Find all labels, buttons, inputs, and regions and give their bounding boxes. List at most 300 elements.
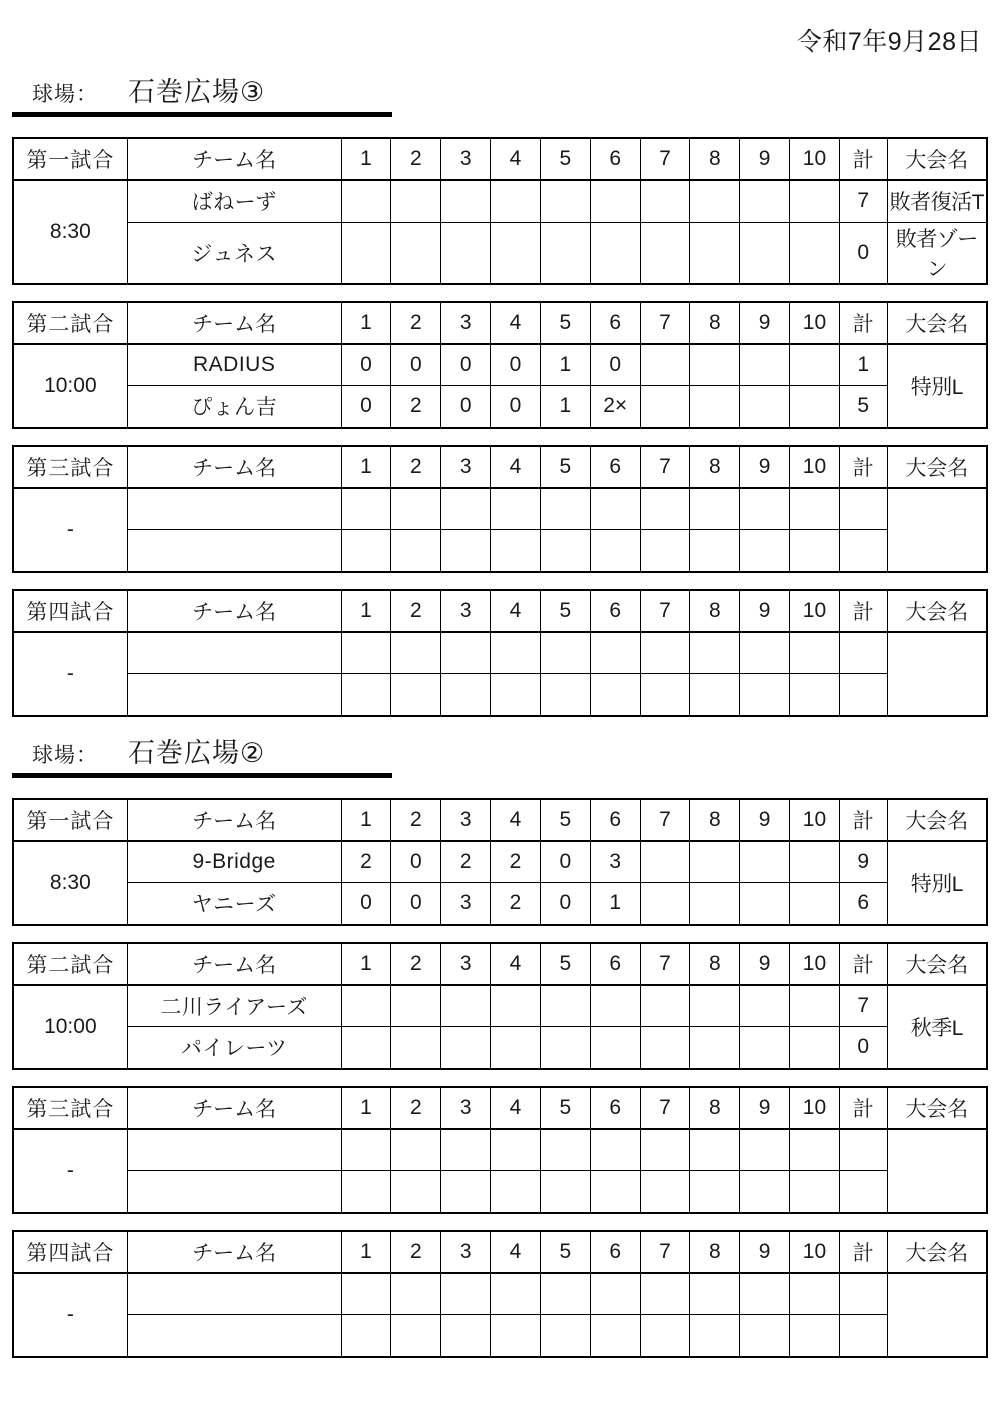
inning-score bbox=[640, 1129, 690, 1171]
inning-score bbox=[391, 632, 441, 674]
inning-score bbox=[640, 488, 690, 530]
league-name: 秋季L bbox=[887, 985, 987, 1069]
total-score bbox=[839, 1171, 887, 1213]
team-name bbox=[127, 1273, 341, 1315]
game-number: 第一試合 bbox=[13, 138, 127, 180]
inning-score bbox=[640, 1315, 690, 1357]
game-number: 第四試合 bbox=[13, 1231, 127, 1273]
table-row bbox=[13, 883, 987, 925]
inning-score bbox=[740, 530, 790, 572]
inning-score bbox=[790, 1027, 840, 1069]
table-row bbox=[13, 386, 987, 428]
inning-header-5: 5 bbox=[540, 590, 590, 632]
inning-score bbox=[540, 632, 590, 674]
inning-score: 0 bbox=[491, 344, 541, 386]
inning-score bbox=[790, 180, 840, 222]
league-name bbox=[887, 632, 987, 716]
inning-score bbox=[540, 1273, 590, 1315]
inning-score bbox=[391, 1273, 441, 1315]
inning-header-6: 6 bbox=[590, 799, 640, 841]
inning-header-4: 4 bbox=[491, 302, 541, 344]
inning-score bbox=[391, 674, 441, 716]
inning-score bbox=[540, 674, 590, 716]
inning-header-1: 1 bbox=[341, 943, 391, 985]
inning-header-2: 2 bbox=[391, 446, 441, 488]
inning-score bbox=[540, 1171, 590, 1213]
inning-header-3: 3 bbox=[441, 590, 491, 632]
table-header-row bbox=[13, 590, 987, 632]
total-score: 5 bbox=[839, 386, 887, 428]
inning-score bbox=[441, 222, 491, 284]
inning-header-2: 2 bbox=[391, 799, 441, 841]
inning-score bbox=[790, 1129, 840, 1171]
game-number: 第一試合 bbox=[13, 799, 127, 841]
inning-score bbox=[690, 530, 740, 572]
inning-header-5: 5 bbox=[540, 1231, 590, 1273]
inning-score bbox=[491, 180, 541, 222]
inning-header-1: 1 bbox=[341, 590, 391, 632]
league-header: 大会名 bbox=[887, 1231, 987, 1273]
inning-score bbox=[590, 632, 640, 674]
inning-header-9: 9 bbox=[740, 590, 790, 632]
game-table bbox=[12, 1086, 988, 1214]
inning-score bbox=[491, 985, 541, 1027]
inning-score bbox=[790, 985, 840, 1027]
total-header: 計 bbox=[839, 590, 887, 632]
total-score: 7 bbox=[839, 180, 887, 222]
inning-header-9: 9 bbox=[740, 1087, 790, 1129]
inning-header-10: 10 bbox=[790, 943, 840, 985]
inning-score: 0 bbox=[491, 386, 541, 428]
inning-score bbox=[441, 1027, 491, 1069]
inning-score bbox=[341, 1027, 391, 1069]
inning-header-5: 5 bbox=[540, 943, 590, 985]
inning-score bbox=[590, 1129, 640, 1171]
inning-score bbox=[341, 222, 391, 284]
table-row bbox=[13, 1129, 987, 1171]
team-name bbox=[127, 1129, 341, 1171]
venue-name: 石巻広場② bbox=[128, 737, 266, 768]
game-time: 8:30 bbox=[13, 180, 127, 284]
inning-score: 0 bbox=[341, 883, 391, 925]
inning-header-4: 4 bbox=[491, 1231, 541, 1273]
inning-score bbox=[690, 222, 740, 284]
league-name: 敗者復活T bbox=[887, 180, 987, 222]
venue-header bbox=[12, 70, 392, 117]
table-header-row bbox=[13, 799, 987, 841]
table-row bbox=[13, 530, 987, 572]
total-header: 計 bbox=[839, 138, 887, 180]
inning-score bbox=[341, 180, 391, 222]
table-header-row bbox=[13, 943, 987, 985]
game-table bbox=[12, 942, 988, 1070]
inning-header-8: 8 bbox=[690, 446, 740, 488]
inning-score bbox=[540, 985, 590, 1027]
team-name: ヤニーズ bbox=[127, 883, 341, 925]
inning-score bbox=[491, 1027, 541, 1069]
game-table bbox=[12, 445, 988, 573]
game-number: 第二試合 bbox=[13, 302, 127, 344]
inning-score bbox=[391, 530, 441, 572]
inning-header-2: 2 bbox=[391, 1087, 441, 1129]
inning-header-2: 2 bbox=[391, 943, 441, 985]
inning-header-2: 2 bbox=[391, 1231, 441, 1273]
inning-score bbox=[790, 1171, 840, 1213]
table-row bbox=[13, 488, 987, 530]
inning-score bbox=[740, 1315, 790, 1357]
inning-score bbox=[790, 488, 840, 530]
inning-score bbox=[491, 1315, 541, 1357]
inning-score bbox=[640, 386, 690, 428]
inning-score: 1 bbox=[540, 386, 590, 428]
inning-header-1: 1 bbox=[341, 1231, 391, 1273]
team-name: パイレーツ bbox=[127, 1027, 341, 1069]
team-name-header: チーム名 bbox=[127, 446, 341, 488]
total-score bbox=[839, 1315, 887, 1357]
table-header-row bbox=[13, 302, 987, 344]
league-name bbox=[887, 1273, 987, 1357]
league-name bbox=[887, 488, 987, 572]
inning-score bbox=[740, 674, 790, 716]
inning-header-7: 7 bbox=[640, 1231, 690, 1273]
inning-score bbox=[491, 488, 541, 530]
inning-header-1: 1 bbox=[341, 302, 391, 344]
game-time: 8:30 bbox=[13, 841, 127, 925]
inning-score bbox=[790, 1315, 840, 1357]
game-table bbox=[12, 798, 988, 926]
game-time: - bbox=[13, 632, 127, 716]
inning-score: 0 bbox=[540, 841, 590, 883]
inning-header-4: 4 bbox=[491, 138, 541, 180]
table-row bbox=[13, 1171, 987, 1213]
inning-score: 0 bbox=[441, 386, 491, 428]
inning-score bbox=[790, 222, 840, 284]
inning-header-8: 8 bbox=[690, 943, 740, 985]
inning-score bbox=[690, 985, 740, 1027]
inning-header-8: 8 bbox=[690, 138, 740, 180]
game-time: - bbox=[13, 1129, 127, 1213]
inning-score bbox=[341, 632, 391, 674]
inning-header-2: 2 bbox=[391, 302, 441, 344]
document-date: 令和7年9月28日 bbox=[796, 28, 982, 56]
table-row bbox=[13, 1315, 987, 1357]
inning-score bbox=[590, 488, 640, 530]
inning-score bbox=[540, 180, 590, 222]
inning-score bbox=[491, 1171, 541, 1213]
team-name bbox=[127, 530, 341, 572]
inning-header-3: 3 bbox=[441, 1087, 491, 1129]
inning-header-4: 4 bbox=[491, 590, 541, 632]
team-name-header: チーム名 bbox=[127, 943, 341, 985]
inning-score bbox=[740, 985, 790, 1027]
league-header: 大会名 bbox=[887, 446, 987, 488]
game-time: 10:00 bbox=[13, 344, 127, 428]
inning-header-5: 5 bbox=[540, 138, 590, 180]
table-header-row bbox=[13, 446, 987, 488]
team-name: 9-Bridge bbox=[127, 841, 341, 883]
inning-score bbox=[491, 222, 541, 284]
inning-score bbox=[740, 632, 790, 674]
venues-container bbox=[0, 70, 1000, 1358]
table-row bbox=[13, 344, 987, 386]
team-name bbox=[127, 632, 341, 674]
inning-header-3: 3 bbox=[441, 799, 491, 841]
team-name-header: チーム名 bbox=[127, 799, 341, 841]
inning-score bbox=[391, 1129, 441, 1171]
inning-header-10: 10 bbox=[790, 799, 840, 841]
inning-score bbox=[341, 985, 391, 1027]
inning-header-3: 3 bbox=[441, 446, 491, 488]
team-name bbox=[127, 1315, 341, 1357]
inning-score bbox=[740, 1171, 790, 1213]
total-score bbox=[839, 632, 887, 674]
inning-score bbox=[690, 841, 740, 883]
inning-score bbox=[540, 222, 590, 284]
inning-score bbox=[441, 1315, 491, 1357]
inning-header-5: 5 bbox=[540, 799, 590, 841]
inning-score bbox=[491, 632, 541, 674]
inning-score bbox=[790, 841, 840, 883]
inning-header-5: 5 bbox=[540, 302, 590, 344]
inning-header-4: 4 bbox=[491, 799, 541, 841]
game-table bbox=[12, 1230, 988, 1358]
inning-score: 0 bbox=[391, 841, 441, 883]
inning-score bbox=[740, 344, 790, 386]
inning-header-3: 3 bbox=[441, 138, 491, 180]
inning-score bbox=[441, 180, 491, 222]
inning-score bbox=[590, 674, 640, 716]
inning-score bbox=[790, 632, 840, 674]
table-row bbox=[13, 841, 987, 883]
team-name bbox=[127, 488, 341, 530]
total-score: 0 bbox=[839, 222, 887, 284]
inning-score bbox=[441, 674, 491, 716]
inning-header-6: 6 bbox=[590, 943, 640, 985]
inning-score bbox=[640, 1027, 690, 1069]
inning-header-1: 1 bbox=[341, 799, 391, 841]
inning-header-3: 3 bbox=[441, 302, 491, 344]
inning-score bbox=[790, 386, 840, 428]
inning-score bbox=[590, 222, 640, 284]
inning-header-7: 7 bbox=[640, 1087, 690, 1129]
inning-score bbox=[690, 386, 740, 428]
inning-header-1: 1 bbox=[341, 138, 391, 180]
venue-label: 球場： bbox=[32, 743, 98, 767]
team-name-header: チーム名 bbox=[127, 590, 341, 632]
inning-score: 0 bbox=[540, 883, 590, 925]
league-header: 大会名 bbox=[887, 1087, 987, 1129]
inning-score: 2 bbox=[341, 841, 391, 883]
inning-score bbox=[391, 1027, 441, 1069]
inning-score bbox=[590, 1273, 640, 1315]
league-header: 大会名 bbox=[887, 799, 987, 841]
inning-score bbox=[640, 180, 690, 222]
inning-score bbox=[690, 1273, 740, 1315]
inning-score bbox=[441, 1129, 491, 1171]
inning-score bbox=[391, 488, 441, 530]
inning-score bbox=[341, 488, 391, 530]
table-row bbox=[13, 674, 987, 716]
inning-score bbox=[491, 1129, 541, 1171]
team-name-header: チーム名 bbox=[127, 138, 341, 180]
total-score: 1 bbox=[839, 344, 887, 386]
inning-score bbox=[441, 632, 491, 674]
inning-header-10: 10 bbox=[790, 138, 840, 180]
inning-score bbox=[690, 1315, 740, 1357]
inning-score: 3 bbox=[441, 883, 491, 925]
total-header: 計 bbox=[839, 1087, 887, 1129]
inning-score bbox=[690, 1171, 740, 1213]
inning-score bbox=[441, 1273, 491, 1315]
inning-header-7: 7 bbox=[640, 799, 690, 841]
total-score bbox=[839, 1273, 887, 1315]
inning-header-1: 1 bbox=[341, 1087, 391, 1129]
inning-score bbox=[690, 1027, 740, 1069]
table-row bbox=[13, 222, 987, 284]
inning-header-9: 9 bbox=[740, 446, 790, 488]
inning-header-8: 8 bbox=[690, 1087, 740, 1129]
game-number: 第三試合 bbox=[13, 446, 127, 488]
table-header-row bbox=[13, 1087, 987, 1129]
inning-score bbox=[690, 180, 740, 222]
team-name-header: チーム名 bbox=[127, 302, 341, 344]
inning-score bbox=[740, 386, 790, 428]
inning-score bbox=[640, 222, 690, 284]
inning-header-10: 10 bbox=[790, 302, 840, 344]
game-number: 第二試合 bbox=[13, 943, 127, 985]
inning-header-8: 8 bbox=[690, 302, 740, 344]
inning-score: 2 bbox=[441, 841, 491, 883]
inning-header-10: 10 bbox=[790, 1231, 840, 1273]
inning-score bbox=[740, 222, 790, 284]
inning-score: 2 bbox=[391, 386, 441, 428]
inning-score bbox=[341, 674, 391, 716]
inning-header-8: 8 bbox=[690, 1231, 740, 1273]
inning-score bbox=[441, 488, 491, 530]
inning-score bbox=[790, 344, 840, 386]
inning-score bbox=[540, 1315, 590, 1357]
inning-header-7: 7 bbox=[640, 590, 690, 632]
team-name bbox=[127, 674, 341, 716]
inning-score bbox=[391, 180, 441, 222]
inning-score bbox=[790, 674, 840, 716]
inning-header-4: 4 bbox=[491, 943, 541, 985]
total-score: 6 bbox=[839, 883, 887, 925]
inning-header-6: 6 bbox=[590, 1231, 640, 1273]
inning-header-4: 4 bbox=[491, 1087, 541, 1129]
inning-score bbox=[740, 1129, 790, 1171]
table-row bbox=[13, 1273, 987, 1315]
inning-score bbox=[640, 632, 690, 674]
league-header: 大会名 bbox=[887, 302, 987, 344]
inning-header-9: 9 bbox=[740, 302, 790, 344]
inning-score bbox=[441, 530, 491, 572]
inning-score bbox=[640, 1171, 690, 1213]
venue-block bbox=[0, 70, 1000, 717]
inning-score bbox=[391, 1171, 441, 1213]
league-header: 大会名 bbox=[887, 138, 987, 180]
inning-score bbox=[590, 1315, 640, 1357]
inning-score bbox=[491, 1273, 541, 1315]
inning-score: 3 bbox=[590, 841, 640, 883]
inning-header-8: 8 bbox=[690, 590, 740, 632]
inning-header-6: 6 bbox=[590, 1087, 640, 1129]
inning-score bbox=[690, 674, 740, 716]
table-header-row bbox=[13, 1231, 987, 1273]
inning-header-2: 2 bbox=[391, 590, 441, 632]
inning-header-7: 7 bbox=[640, 446, 690, 488]
inning-score bbox=[690, 488, 740, 530]
total-score: 0 bbox=[839, 1027, 887, 1069]
inning-score bbox=[590, 530, 640, 572]
total-score bbox=[839, 1129, 887, 1171]
inning-header-2: 2 bbox=[391, 138, 441, 180]
total-header: 計 bbox=[839, 446, 887, 488]
inning-score bbox=[590, 1171, 640, 1213]
inning-score: 0 bbox=[590, 344, 640, 386]
game-time: 10:00 bbox=[13, 985, 127, 1069]
inning-score: 2 bbox=[491, 841, 541, 883]
game-table bbox=[12, 137, 988, 285]
inning-score bbox=[740, 488, 790, 530]
inning-header-4: 4 bbox=[491, 446, 541, 488]
total-score: 9 bbox=[839, 841, 887, 883]
total-score bbox=[839, 674, 887, 716]
inning-header-6: 6 bbox=[590, 138, 640, 180]
inning-score bbox=[341, 530, 391, 572]
league-name: 特別L bbox=[887, 344, 987, 428]
league-header: 大会名 bbox=[887, 590, 987, 632]
inning-score bbox=[690, 1129, 740, 1171]
inning-header-3: 3 bbox=[441, 943, 491, 985]
inning-score: 0 bbox=[391, 344, 441, 386]
inning-score bbox=[391, 1315, 441, 1357]
inning-score bbox=[790, 530, 840, 572]
inning-score: 2 bbox=[491, 883, 541, 925]
team-name-header: チーム名 bbox=[127, 1087, 341, 1129]
inning-score bbox=[590, 985, 640, 1027]
inning-score bbox=[740, 1273, 790, 1315]
inning-score: 0 bbox=[391, 883, 441, 925]
inning-score bbox=[790, 1273, 840, 1315]
league-name: 敗者ゾーン bbox=[887, 222, 987, 284]
inning-score bbox=[491, 674, 541, 716]
venue-name: 石巻広場③ bbox=[128, 77, 266, 107]
venue-label: 球場： bbox=[32, 83, 98, 106]
inning-score bbox=[640, 985, 690, 1027]
inning-score bbox=[690, 883, 740, 925]
inning-score bbox=[690, 632, 740, 674]
total-header: 計 bbox=[839, 302, 887, 344]
inning-score bbox=[441, 1171, 491, 1213]
inning-score bbox=[640, 344, 690, 386]
inning-header-1: 1 bbox=[341, 446, 391, 488]
inning-header-9: 9 bbox=[740, 138, 790, 180]
venue-header bbox=[12, 731, 392, 778]
inning-score bbox=[640, 530, 690, 572]
inning-score bbox=[590, 180, 640, 222]
inning-score bbox=[540, 1129, 590, 1171]
team-name: ジュネス bbox=[127, 222, 341, 284]
inning-header-10: 10 bbox=[790, 590, 840, 632]
inning-header-5: 5 bbox=[540, 446, 590, 488]
inning-header-7: 7 bbox=[640, 138, 690, 180]
total-score: 7 bbox=[839, 985, 887, 1027]
inning-header-9: 9 bbox=[740, 799, 790, 841]
game-number: 第四試合 bbox=[13, 590, 127, 632]
team-name-header: チーム名 bbox=[127, 1231, 341, 1273]
inning-score bbox=[740, 841, 790, 883]
